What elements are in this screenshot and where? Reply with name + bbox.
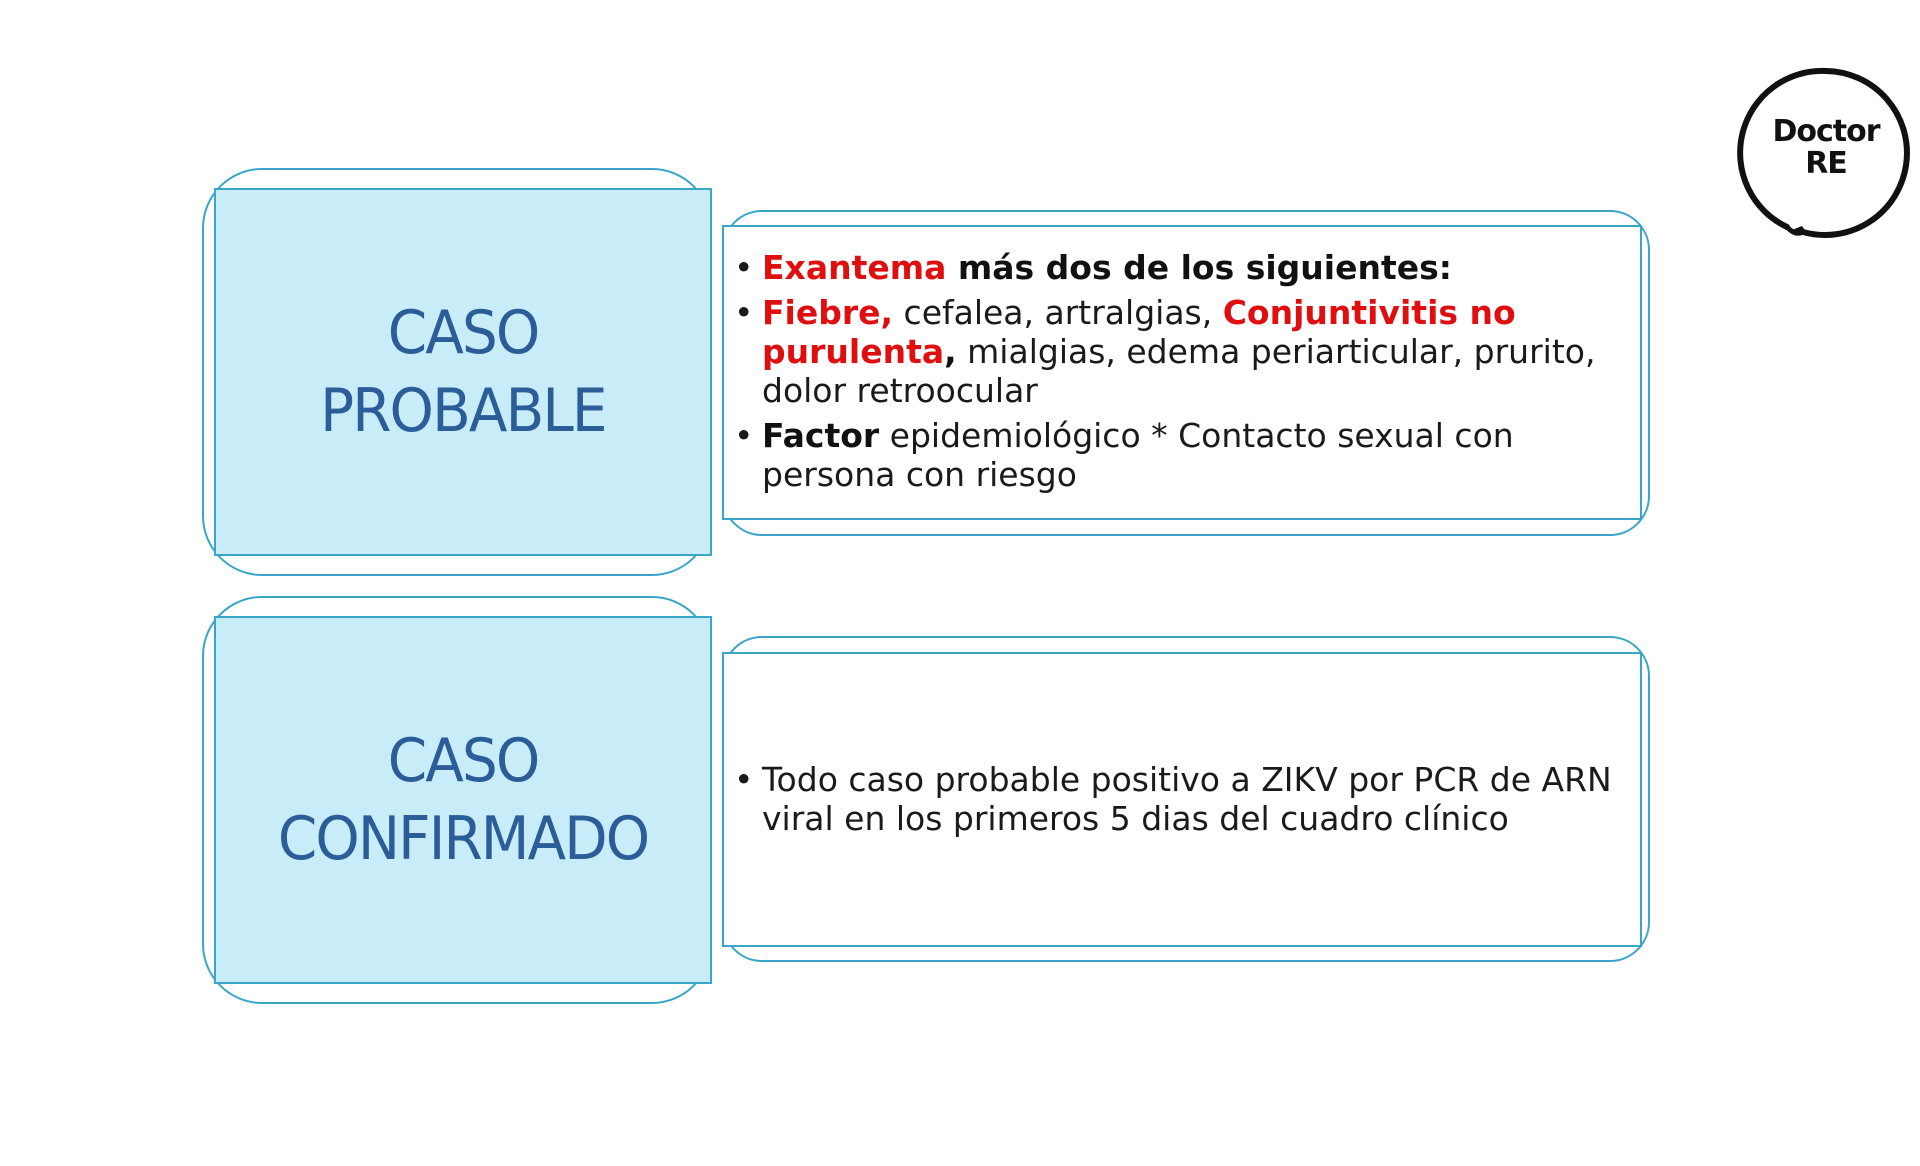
symptoms-comma: ,	[944, 332, 957, 371]
probable-criterion-symptoms	[734, 293, 1614, 410]
confirmed-label-box	[214, 616, 712, 984]
probable-label-line-1: CASO	[387, 298, 539, 368]
logo-text	[1737, 116, 1915, 180]
confirmed-label-line-1: CASO	[387, 726, 539, 796]
factor-description: epidemiológico * Contacto sexual con persona con riesgo	[762, 416, 1514, 494]
conjuntivitis-text: Conjuntivitis no purulenta	[762, 293, 1516, 371]
doctor-re-logo	[1737, 64, 1915, 242]
exantema-text: Exantema	[762, 248, 947, 287]
confirmed-criterion-pcr: • Todo caso probable positivo a ZIKV por PCR de ARN viral en los primeros 5 dias del cuadro clínico	[734, 760, 1634, 838]
probable-criterion-exantema	[734, 248, 1614, 287]
factor-text: Factor	[762, 416, 880, 455]
probable-criterion-factor	[734, 416, 1614, 494]
probable-label-box	[214, 188, 712, 556]
probable-criteria-list	[734, 248, 1614, 500]
confirmed-label-line-2: CONFIRMADO	[277, 804, 649, 874]
exantema-suffix: más dos de los siguientes:	[946, 248, 1452, 287]
symptoms-text-1: cefalea, artralgias,	[893, 293, 1223, 332]
probable-label-line-2: PROBABLE	[320, 376, 606, 446]
fiebre-text: Fiebre,	[762, 293, 894, 332]
logo-line-2: RE	[1805, 146, 1847, 181]
confirmed-criteria-list	[734, 760, 1634, 844]
logo-line-1: Doctor	[1772, 114, 1880, 149]
symptoms-text-2: mialgias, edema periarticular, prurito, dolor retroocular	[762, 332, 1596, 410]
